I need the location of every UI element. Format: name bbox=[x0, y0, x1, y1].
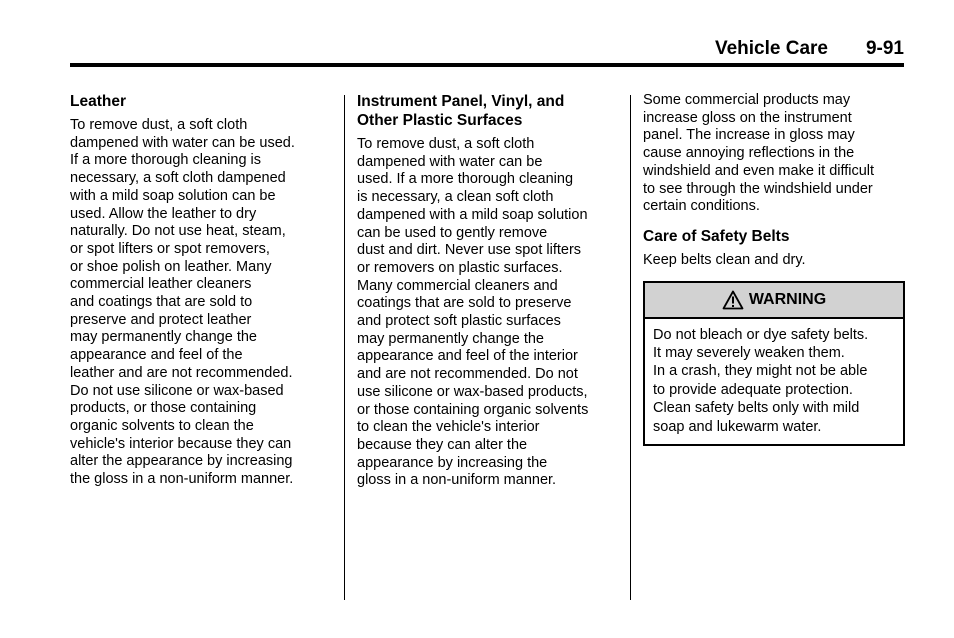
text-line: is necessary, a clean soft cloth bbox=[357, 189, 554, 206]
spacer bbox=[643, 216, 905, 227]
column-instrument-panel bbox=[357, 92, 619, 490]
warning-box bbox=[643, 281, 905, 446]
warning-text bbox=[653, 326, 895, 436]
text-line: to clean the vehicle's interior bbox=[357, 419, 540, 436]
text-line: dampened with water can be used. bbox=[70, 134, 295, 151]
header-rule bbox=[70, 63, 904, 67]
text-line: Some commercial products may bbox=[643, 92, 851, 108]
column-divider-1 bbox=[344, 95, 345, 600]
text-line: use silicone or wax-based products, bbox=[357, 383, 588, 400]
text-line: In a crash, they might not be able bbox=[653, 363, 868, 380]
text-line: windshield and even make it difficult bbox=[643, 162, 875, 179]
text-line: organic solvents to clean the bbox=[70, 417, 254, 434]
safety-belts-heading: Care of Safety Belts bbox=[643, 227, 790, 245]
text-line: or removers on plastic surfaces. bbox=[357, 259, 563, 276]
column-leather bbox=[70, 92, 332, 489]
text-line: used. If a more thorough cleaning bbox=[357, 171, 574, 188]
text-line: used. Allow the leather to dry bbox=[70, 205, 257, 222]
text-line: Many commercial cleaners and bbox=[357, 277, 558, 294]
text-line: gloss in a non-uniform manner. bbox=[357, 472, 557, 489]
text-line: with a mild soap solution can be bbox=[70, 187, 276, 204]
text-line: to see through the windshield under bbox=[643, 180, 873, 197]
text-line: To remove dust, a soft cloth bbox=[357, 136, 535, 152]
text-line: and protect soft plastic surfaces bbox=[357, 313, 561, 330]
text-line: Clean safety belts only with mild bbox=[653, 400, 860, 417]
text-line: soap and lukewarm water. bbox=[653, 418, 822, 435]
text-line: preserve and protect leather bbox=[70, 311, 252, 328]
text-line: and are not recommended. Do not bbox=[357, 366, 578, 383]
instrument-panel-heading bbox=[357, 92, 619, 130]
text-line: cause annoying reflections in the bbox=[643, 145, 855, 162]
text-line: alter the appearance by increasing bbox=[70, 453, 293, 470]
text-line: appearance and feel of the interior bbox=[357, 348, 578, 365]
page-header bbox=[70, 38, 904, 62]
text-line: dampened with water can be bbox=[357, 153, 543, 170]
text-line: appearance by increasing the bbox=[357, 454, 548, 471]
text-line: and coatings that are sold to bbox=[70, 294, 253, 311]
text-line: the gloss in a non-uniform manner. bbox=[70, 471, 294, 488]
text-line: dampened with a mild soap solution bbox=[357, 206, 588, 223]
text-line: naturally. Do not use heat, steam, bbox=[70, 223, 286, 240]
text-line: or spot lifters or spot removers, bbox=[70, 240, 270, 257]
leather-paragraph bbox=[70, 117, 332, 489]
text-line: dust and dirt. Never use spot lifters bbox=[357, 242, 582, 259]
text-line: products, or those containing bbox=[70, 400, 257, 417]
instrument-panel-paragraph bbox=[357, 136, 619, 490]
text-line: or those containing organic solvents bbox=[357, 401, 589, 418]
heading-line: Instrument Panel, Vinyl, and bbox=[357, 93, 565, 110]
gloss-paragraph bbox=[643, 92, 905, 216]
text-line: Do not bleach or dye safety belts. bbox=[653, 326, 869, 343]
text-line: commercial leather cleaners bbox=[70, 276, 252, 293]
text-line: coatings that are sold to preserve bbox=[357, 295, 572, 312]
text-line: Do not use silicone or wax-based bbox=[70, 382, 284, 399]
text-line: panel. The increase in gloss may bbox=[643, 127, 855, 144]
warning-title: WARNING bbox=[748, 290, 827, 308]
text-line: vehicle's interior because they can bbox=[70, 435, 292, 452]
text-line: To remove dust, a soft cloth bbox=[70, 117, 248, 133]
text-line: leather and are not recommended. bbox=[70, 364, 293, 381]
column-divider-2 bbox=[630, 95, 631, 600]
warning-body bbox=[645, 319, 903, 444]
warning-triangle-icon bbox=[722, 290, 744, 310]
text-line: increase gloss on the instrument bbox=[643, 109, 852, 126]
section-title: Vehicle Care bbox=[714, 38, 828, 59]
text-line: or shoe polish on leather. Many bbox=[70, 258, 272, 275]
column-safety-belts bbox=[643, 92, 905, 446]
text-line: to provide adequate protection. bbox=[653, 381, 853, 398]
text-line: It may severely weaken them. bbox=[653, 345, 845, 362]
text-line: If a more thorough cleaning is bbox=[70, 152, 262, 169]
text-line: may permanently change the bbox=[70, 329, 257, 346]
leather-heading: Leather bbox=[70, 93, 126, 110]
text-line: may permanently change the bbox=[357, 330, 544, 347]
text-line: certain conditions. bbox=[643, 198, 760, 215]
safety-belts-paragraph: Keep belts clean and dry. bbox=[643, 251, 806, 268]
text-line: can be used to gently remove bbox=[357, 224, 548, 241]
heading-line: Other Plastic Surfaces bbox=[357, 112, 523, 129]
text-line: necessary, a soft cloth dampened bbox=[70, 170, 286, 187]
page-number: 9-91 bbox=[865, 38, 904, 59]
text-line: because they can alter the bbox=[357, 436, 528, 453]
warning-header bbox=[645, 283, 903, 319]
text-line: appearance and feel of the bbox=[70, 347, 243, 364]
